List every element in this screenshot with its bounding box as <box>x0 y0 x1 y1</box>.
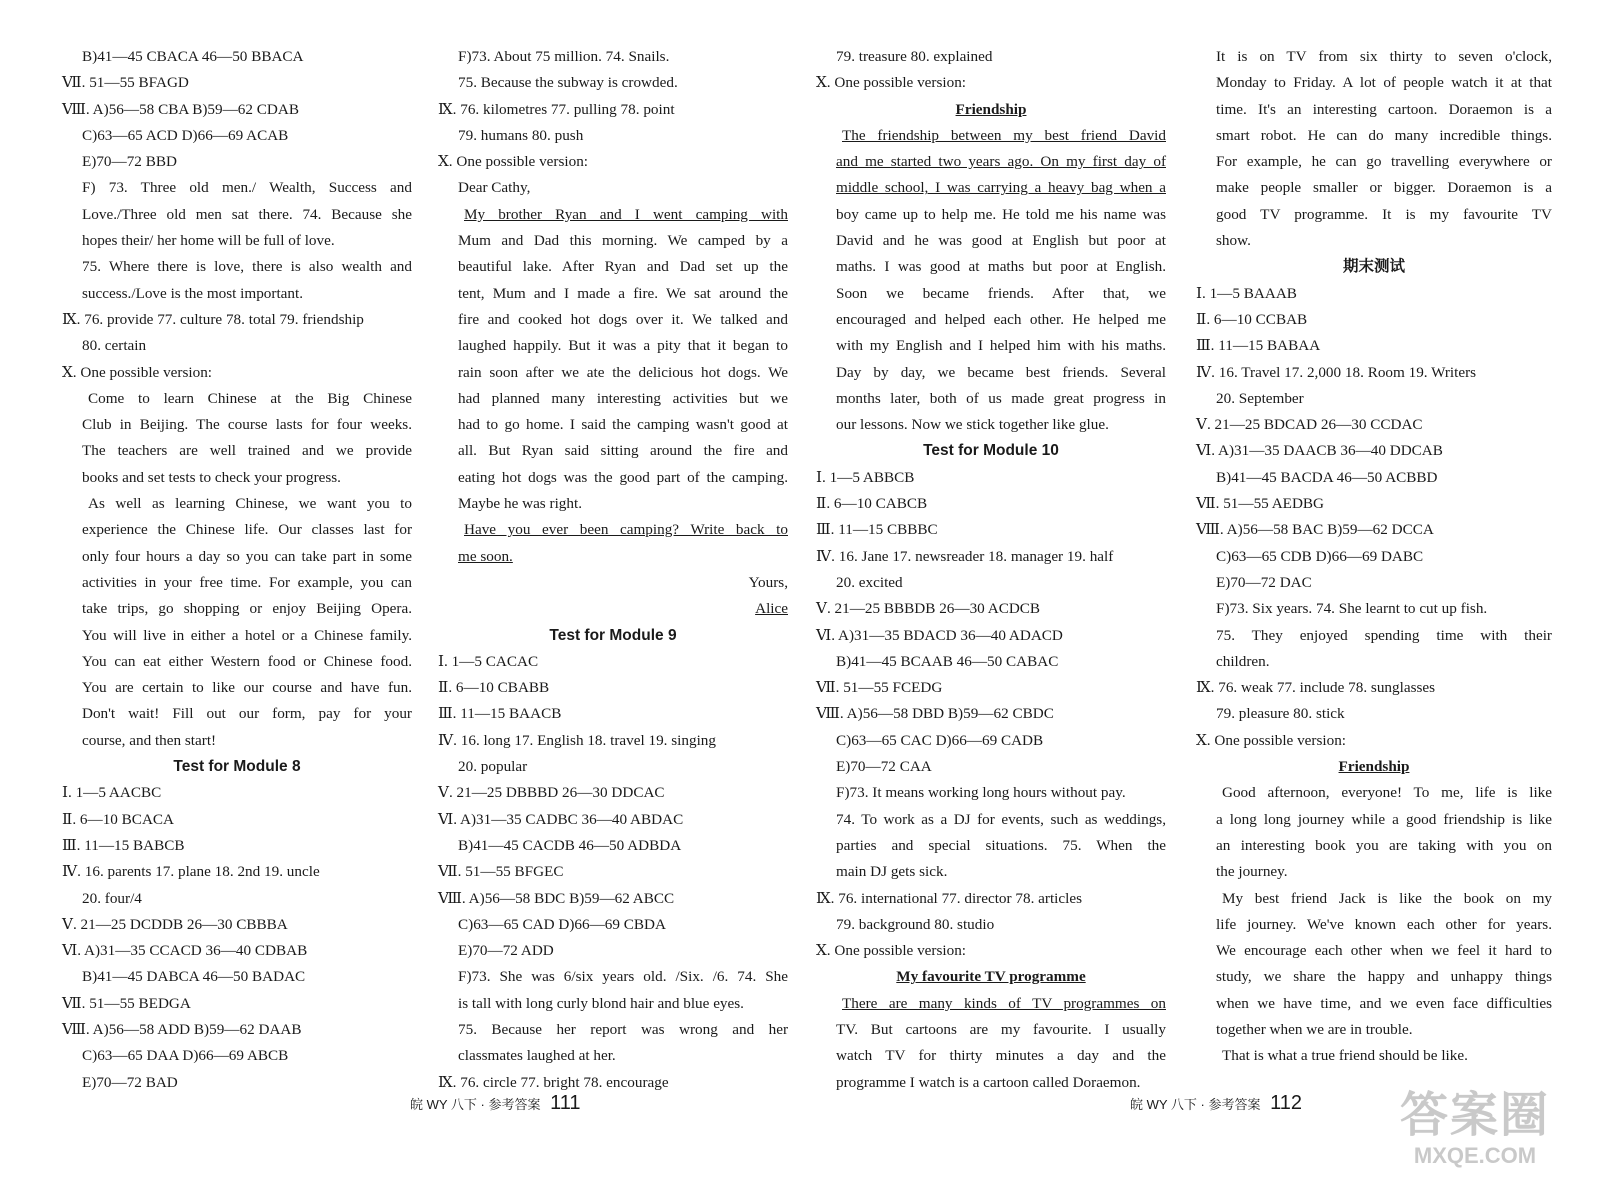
text-line: Ⅲ. 11—15 BAACB <box>438 705 562 723</box>
text-line: 79. pleasure 80. stick <box>1216 705 1345 723</box>
text-line: Ⅳ. 16. long 17. English 18. travel 19. singing <box>438 731 716 749</box>
text-line: C)63—65 ACD D)66—69 ACAB <box>82 126 289 144</box>
section-heading: 期末测试 <box>1342 258 1405 276</box>
answer-column-3 <box>816 44 1166 1096</box>
text-line: It is on TV from six thirty to seven o'clock, <box>1216 48 1552 65</box>
text-line: months later, both of us made great progress in <box>836 389 1166 407</box>
text-line: Ⅶ. 51—55 BFAGD <box>62 74 189 92</box>
text-line: Ⅵ. A)31—35 DAACB 36—40 DDCAB <box>1196 442 1443 460</box>
text-line: success./Love is the most important. <box>82 284 304 302</box>
text-line: My brother Ryan and I went camping with <box>464 205 788 223</box>
text-line: Ⅶ. 51—55 BFGEC <box>438 863 564 881</box>
text-line: Ⅳ. 16. Jane 17. newsreader 18. manager 19. half <box>816 547 1114 565</box>
text-line: books and set tests to check your progress. <box>82 468 341 486</box>
text-line: F)73. Six years. 74. She learnt to cut up fish. <box>1216 600 1488 618</box>
text-line: B)41—45 BACDA 46—50 ACBBD <box>1216 468 1438 486</box>
text-line: The friendship between my best friend David <box>842 126 1166 144</box>
text-line: Ⅶ. 51—55 BEDGA <box>62 994 191 1012</box>
text-line: Soon we became friends. After that, we <box>836 284 1166 302</box>
text-line: F)73. About 75 million. 74. Snails. <box>458 48 670 65</box>
text-line: is tall with long curly blond hair and blue eyes. <box>458 994 744 1012</box>
text-line: Yours, <box>748 573 788 591</box>
essay-title: Friendship <box>1338 758 1410 776</box>
text-line: Ⅰ. 1—5 AACBC <box>62 784 162 802</box>
text-line: 20. September <box>1216 389 1304 407</box>
text-line: Don't wait! Fill out our form, pay for your <box>82 705 412 723</box>
text-line: 79. background 80. studio <box>836 915 995 933</box>
text-line: C)63—65 CDB D)66—69 DABC <box>1216 547 1424 565</box>
text-line: our lessons. Now we stick together like glue. <box>836 416 1109 434</box>
text-line: 80. certain <box>82 337 147 355</box>
text-line: time. It's an interesting cartoon. Doraemon is a <box>1216 100 1552 118</box>
text-line: Ⅴ. 21—25 BBBDB 26—30 ACDCB <box>816 600 1041 618</box>
text-line: an interesting book you are taking with you on <box>1216 836 1552 854</box>
text-line: 79. humans 80. push <box>458 126 584 144</box>
watermark-logo: 答案圈 <box>1399 1089 1550 1142</box>
text-line: had planned many interesting activities but we <box>458 389 788 407</box>
text-line: take trips, go shopping or enjoy Beijing Opera. <box>82 600 412 618</box>
text-line: only four hours a day so you can take part in some <box>82 547 412 565</box>
text-line: Club in Beijing. The course lasts for four weeks. <box>82 416 412 434</box>
text-line: Dear Cathy, <box>458 179 531 197</box>
text-line: You will live in either a hotel or a Chinese family. <box>82 626 412 644</box>
essay-title: My favourite TV programme <box>896 968 1086 986</box>
text-line: 75. They enjoyed spending time with their <box>1216 626 1552 644</box>
text-line: C)63—65 CAC D)66—69 CADB <box>836 731 1044 749</box>
text-line: middle school, I was carrying a heavy bag when a <box>836 179 1166 197</box>
text-line: Ⅵ. A)31—35 BDACD 36—40 ADACD <box>816 626 1063 644</box>
page-footer-left <box>410 1092 581 1115</box>
text-line: For example, he can go travelling everywhere or <box>1216 153 1552 171</box>
page-number: 111 <box>550 1092 581 1114</box>
text-line: Ⅰ. 1—5 BAAAB <box>1196 284 1297 302</box>
text-line: Ⅴ. 21—25 DBBBD 26—30 DDCAC <box>438 784 665 802</box>
text-line: Ⅸ. 76. weak 77. include 78. sunglasses <box>1196 679 1436 697</box>
text-line: Ⅴ. 21—25 BDCAD 26—30 CCDAC <box>1196 416 1423 434</box>
text-line: programme I watch is a cartoon called Doraemon. <box>836 1073 1141 1091</box>
text-line: classmates laughed at her. <box>458 1047 616 1065</box>
text-line: beautiful lake. After Ryan and Dad set up the <box>458 258 788 276</box>
text-line: Ⅹ. One possible version: <box>1196 731 1347 749</box>
text-line: rain soon after we ate the delicious hot dogs. We <box>458 363 788 381</box>
text-line: 20. excited <box>836 573 903 591</box>
text-line: Ⅷ. A)56—58 ADD B)59—62 DAAB <box>62 1020 302 1038</box>
text-line: Ⅲ. 11—15 BABCB <box>62 836 185 854</box>
text-line: Ⅱ. 6—10 CABCB <box>816 495 928 513</box>
text-line: Ⅳ. 16. parents 17. plane 18. 2nd 19. uncle <box>62 863 320 881</box>
page-footer-right <box>1130 1092 1302 1115</box>
text-line: Ⅶ. 51—55 AEDBG <box>1196 495 1325 513</box>
text-line: David and he was good at English but poor at <box>836 232 1166 250</box>
text-line: hopes their/ her home will be full of love. <box>82 232 335 250</box>
text-line: Alice <box>755 600 788 618</box>
text-line: You are certain to like our course and have fun. <box>82 679 412 697</box>
text-line: Ⅹ. One possible version: <box>816 74 967 92</box>
text-line: There are many kinds of TV programmes on <box>842 994 1166 1012</box>
text-line: Ⅵ. A)31—35 CCACD 36—40 CDBAB <box>62 942 308 960</box>
watermark-url: MXQE.COM <box>1413 1143 1537 1168</box>
text-line: when we have time, and we even face difficulties <box>1216 994 1552 1012</box>
text-line: course, and then start! <box>82 731 217 749</box>
text-line: Monday to Friday. A lot of people watch it at that <box>1216 74 1552 92</box>
text-line: My best friend Jack is like the book on my <box>1222 889 1552 907</box>
answer-column-4 <box>1196 44 1552 1070</box>
text-line: good TV programme. It is my favourite TV <box>1216 205 1552 223</box>
text-line: Ⅰ. 1—5 ABBCB <box>816 468 915 486</box>
text-line: me soon. <box>458 547 513 565</box>
text-line: Mum and Dad this morning. We camped by a <box>458 232 788 250</box>
text-line: F)73. She was 6/six years old. /Six. /6. 74. She <box>458 968 788 986</box>
text-line: Come to learn Chinese at the Big Chinese <box>88 389 412 407</box>
text-line: F) 73. Three old men./ Wealth, Success and <box>82 179 412 197</box>
text-line: E)70—72 ADD <box>458 942 554 960</box>
text-line: and me started two years ago. On my first day of <box>836 153 1166 171</box>
text-line: Ⅹ. One possible version: <box>816 942 967 960</box>
text-line: TV. But cartoons are my favourite. I usually <box>836 1020 1166 1038</box>
text-line: 75. Where there is love, there is also wealth and <box>82 258 412 276</box>
text-line: children. <box>1216 652 1270 670</box>
text-line: make people smaller or bigger. Doraemon is a <box>1216 179 1552 197</box>
text-line: boy came up to help me. He told me his name was <box>836 205 1166 223</box>
text-line: experience the Chinese life. Our classes last for <box>82 521 412 539</box>
text-line: Ⅵ. A)31—35 CADBC 36—40 ABDAC <box>438 810 684 828</box>
text-line: C)63—65 CAD D)66—69 CBDA <box>458 915 666 933</box>
text-line: together when we are in trouble. <box>1216 1020 1413 1038</box>
text-line: Ⅳ. 16. Travel 17. 2,000 18. Room 19. Writers <box>1196 363 1477 381</box>
text-line: 20. four/4 <box>82 889 142 907</box>
text-line: 20. popular <box>458 758 528 776</box>
text-line: Ⅲ. 11—15 BABAA <box>1196 337 1321 355</box>
text-line: Have you ever been camping? Write back to <box>464 521 788 539</box>
text-line: 75. Because her report was wrong and her <box>458 1020 788 1038</box>
section-heading: Test for Module 10 <box>923 442 1059 460</box>
text-line: activities in your free time. For example, you can <box>82 573 412 591</box>
text-line: E)70—72 CAA <box>836 758 932 776</box>
text-line: a long long journey while a good friendship is like <box>1216 810 1552 828</box>
text-line: parties and special situations. 75. When the <box>836 836 1166 854</box>
text-line: 74. To work as a DJ for events, such as weddings, <box>836 810 1166 828</box>
text-line: Ⅷ. A)56—58 BAC B)59—62 DCCA <box>1196 521 1434 539</box>
text-line: Ⅷ. A)56—58 CBA B)59—62 CDAB <box>62 100 299 118</box>
text-line: C)63—65 DAA D)66—69 ABCB <box>82 1047 289 1065</box>
text-line: Ⅸ. 76. kilometres 77. pulling 78. point <box>438 100 675 118</box>
text-line: We encourage each other when we feel it hard to <box>1216 942 1552 960</box>
text-line: Ⅶ. 51—55 FCEDG <box>816 679 943 697</box>
text-line: Ⅴ. 21—25 DCDDB 26—30 CBBBA <box>62 915 288 933</box>
text-line: Ⅹ. One possible version: <box>62 363 213 381</box>
text-line: Ⅷ. A)56—58 DBD B)59—62 CBDC <box>816 705 1054 723</box>
text-line: maths. I was good at maths but poor at English. <box>836 258 1166 276</box>
text-line: F)73. It means working long hours without pay. <box>836 784 1126 802</box>
answer-column-2 <box>438 44 788 1096</box>
text-line: 75. Because the subway is crowded. <box>458 74 678 92</box>
text-line: smart robot. He can do many incredible things. <box>1216 126 1552 144</box>
text-line: Ⅱ. 6—10 CCBAB <box>1196 310 1308 328</box>
text-line: Maybe he was right. <box>458 495 582 513</box>
text-line: Ⅷ. A)56—58 BDC B)59—62 ABCC <box>438 889 675 907</box>
footer-label: 皖 WY 八下 · 参考答案 <box>1130 1097 1261 1112</box>
text-line: E)70—72 BAD <box>82 1073 178 1091</box>
text-line: all. But Ryan said sitting around the fire and <box>458 442 788 460</box>
text-line: Ⅸ. 76. international 77. director 78. articles <box>816 889 1083 907</box>
text-line: life journey. We've known each other for years. <box>1216 915 1552 933</box>
text-line: Ⅸ. 76. provide 77. culture 78. total 79. friendship <box>62 310 364 328</box>
watermark <box>1380 1088 1570 1168</box>
text-line: E)70—72 BBD <box>82 153 177 171</box>
text-line: Ⅸ. 76. circle 77. bright 78. encourage <box>438 1073 669 1091</box>
text-line: fire and cooked hot dogs over it. We talked and <box>458 310 788 328</box>
text-line: B)41—45 CBACA 46—50 BBACA <box>82 48 304 65</box>
text-line: B)41—45 DABCA 46—50 BADAC <box>82 968 306 986</box>
text-line: B)41—45 CACDB 46—50 ADBDA <box>458 836 682 854</box>
text-line: B)41—45 BCAAB 46—50 CABAC <box>836 652 1059 670</box>
footer-label: 皖 WY 八下 · 参考答案 <box>410 1097 541 1112</box>
text-line: study, we share the happy and unhappy things <box>1216 968 1552 986</box>
text-line: main DJ gets sick. <box>836 863 948 881</box>
page-number: 112 <box>1270 1092 1302 1114</box>
text-line: As well as learning Chinese, we want you to <box>88 495 412 513</box>
section-heading: Test for Module 8 <box>173 758 301 776</box>
text-line: tent, Mum and I made a fire. We sat around the <box>458 284 788 302</box>
text-line: Ⅹ. One possible version: <box>438 153 589 171</box>
text-line: encouraged and helped each other. He helped me <box>836 310 1166 328</box>
essay-title: Friendship <box>955 100 1027 118</box>
text-line: watch TV for thirty minutes a day and the <box>836 1047 1166 1065</box>
answer-column-1 <box>62 44 412 1096</box>
text-line: Ⅱ. 6—10 BCACA <box>62 810 175 828</box>
text-line: Ⅱ. 6—10 CBABB <box>438 679 550 697</box>
text-line: with my English and I helped him with his maths. <box>836 337 1166 355</box>
text-line: the journey. <box>1216 863 1288 881</box>
text-line: Love./Three old men sat there. 74. Because she <box>82 205 412 223</box>
text-line: E)70—72 DAC <box>1216 573 1312 591</box>
text-line: The teachers are well trained and we provide <box>82 442 412 460</box>
text-line: That is what a true friend should be like. <box>1222 1047 1468 1065</box>
text-line: eating hot dogs was the good part of the camping. <box>458 468 788 486</box>
text-line: Good afternoon, everyone! To me, life is like <box>1222 784 1552 802</box>
text-line: 79. treasure 80. explained <box>836 48 993 65</box>
text-line: Day by day, we became best friends. Several <box>836 363 1166 381</box>
text-line: Ⅲ. 11—15 CBBBC <box>816 521 938 539</box>
text-line: had to go home. I said the camping wasn't good at <box>458 416 788 434</box>
section-heading: Test for Module 9 <box>549 626 677 644</box>
text-line: You can eat either Western food or Chinese food. <box>82 652 412 670</box>
text-line: show. <box>1216 232 1251 250</box>
text-line: Ⅰ. 1—5 CACAC <box>438 652 539 670</box>
text-line: laughed happily. But it was a pity that it began to <box>458 337 788 355</box>
